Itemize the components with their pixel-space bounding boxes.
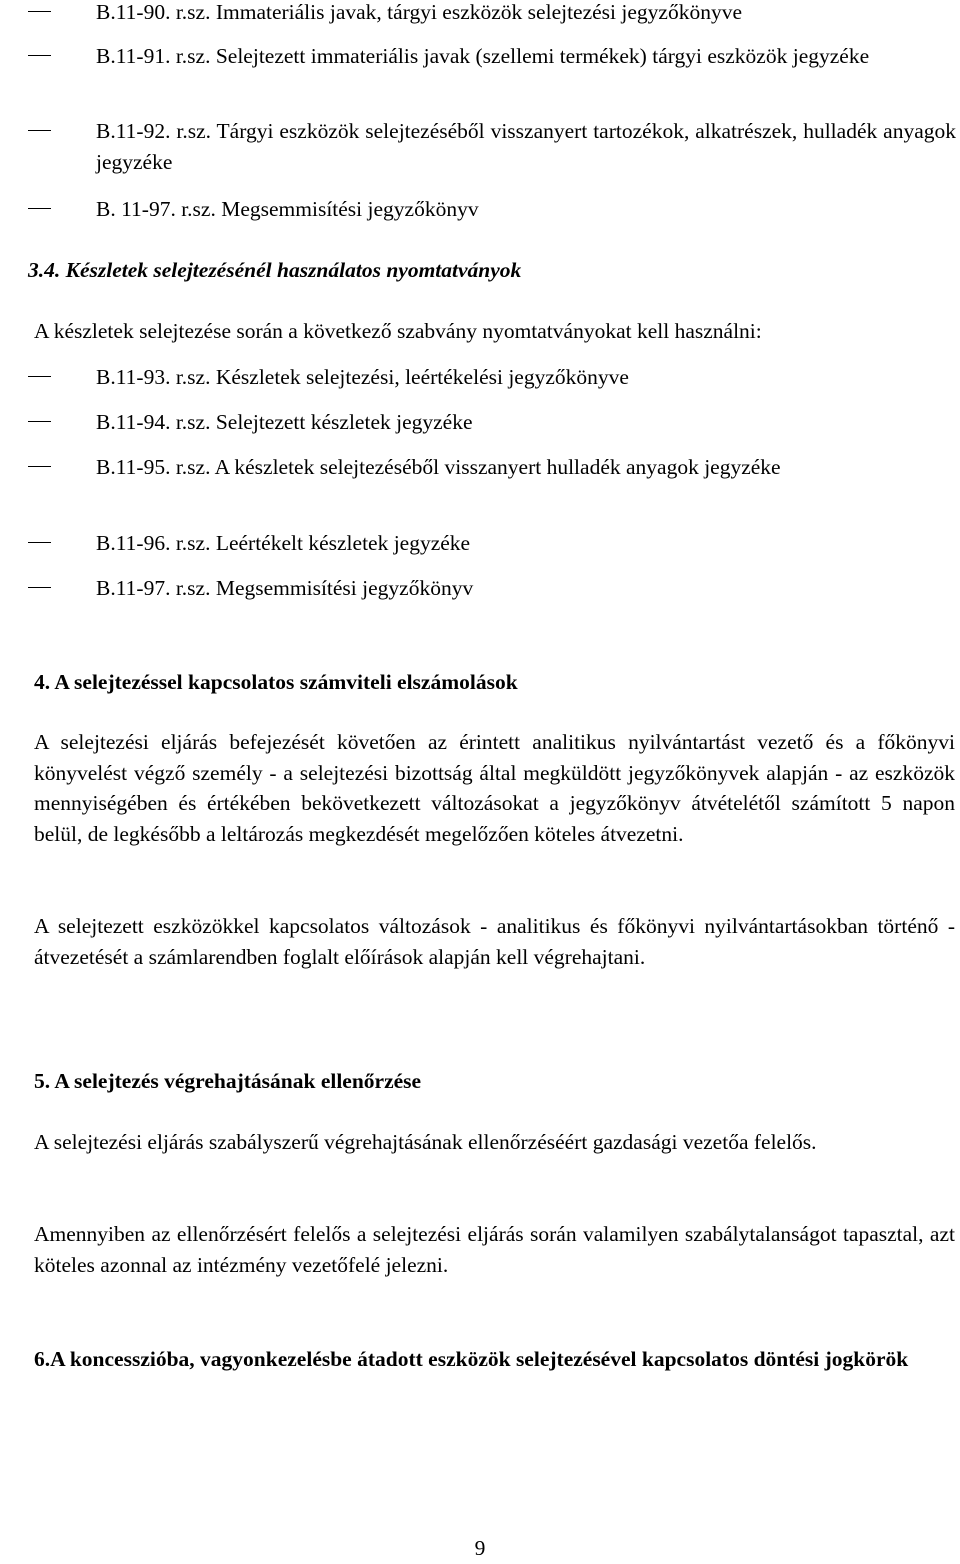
list-item-b11-96 [96,528,956,559]
list-item-text: B.11-96. r.sz. Leértékelt készletek jegyzéke [96,531,471,555]
list-item-b11-95 [96,452,956,483]
section-3-4-heading: 3.4. Készletek selejtezésénél használatos nyomtatványok [28,258,522,282]
list-item-b11-92 [96,116,956,177]
list-item-text: B. 11-97. r.sz. Megsemmisítési jegyzőkönyv [96,197,479,221]
section-5-heading: 5. A selejtezés végrehajtásának ellenőrzése [34,1069,422,1093]
list-item-b11-91 [96,41,956,72]
list-item-text: B.11-91. r.sz. Selejtezett immateriális javak (szellemi termékek) tárgyi eszközök jegyzéke [96,44,870,68]
section-3-4-intro: A készletek selejtezése során a következő szabvány nyomtatványokat kell használni: [34,319,762,343]
list-item-b11-93 [96,362,956,393]
list-item-b11-94 [96,407,956,438]
dash-bullet-icon [28,208,51,209]
section-5-paragraph-1: A selejtezési eljárás szabályszerű végrehajtásának ellenőrzéséért gazdasági vezetőa felelős. [34,1130,817,1154]
dash-bullet-icon [28,466,51,467]
page-number: 9 [474,1536,486,1560]
list-item-text: B.11-95. r.sz. A készletek selejtezéséből visszanyert hulladék anyagok jegyzéke [96,455,781,479]
section-5-paragraph-2: Amennyiben az ellenőrzésért felelős a selejtezési eljárás során valamilyen szabálytalanságot tapasztal, azt köteles azonnal az intézmény vezetőfelé jelezni. [34,1222,955,1277]
dash-bullet-icon [28,421,51,422]
section-4-paragraph-2: A selejtezett eszközökkel kapcsolatos változások - analitikus és főkönyvi nyilvántartásokban történő - átvezetését a számlarendben foglalt előírások alapján kell végrehajtani. [34,914,955,969]
section-6-heading: 6.A koncesszióba, vagyonkezelésbe átadott eszközök selejtezésével kapcsolatos döntési jogkörök [34,1347,909,1371]
dash-bullet-icon [28,55,51,56]
section-4-heading: 4. A selejtezéssel kapcsolatos számviteli elszámolások [34,670,518,694]
dash-bullet-icon [28,11,51,12]
list-item-text: B.11-92. r.sz. Tárgyi eszközök selejtezéséből visszanyert tartozékok, alkatrészek, hulladék anyagok jegyzéke [96,119,956,174]
list-item-text: B.11-94. r.sz. Selejtezett készletek jegyzéke [96,410,473,434]
dash-bullet-icon [28,542,51,543]
list-item-b11-97 [96,573,956,604]
dash-bullet-icon [28,376,51,377]
list-item-b11-90 [96,0,956,28]
list-item-text: B.11-90. r.sz. Immateriális javak, tárgyi eszközök selejtezési jegyzőkönyve [96,0,742,24]
dash-bullet-icon [28,587,51,588]
section-4-paragraph-1: A selejtezési eljárás befejezését követően az érintett analitikus nyilvántartást vezető és a főkönyvi könyvelést végző személy - a selejtezési bizottság által megküldött jegyzőkönyvek alapján - az eszközök mennyiségében és értékében bekövetkezett változásokat a jegyzőkönyv átvételétől számított 5 napon belül, de legkésőbb a leltározás megkezdését megelőzően köteles átvezetni. [34,730,955,846]
list-item-text: B.11-93. r.sz. Készletek selejtezési, leértékelési jegyzőkönyve [96,365,629,389]
list-item-b11-97 [96,194,956,225]
list-item-text: B.11-97. r.sz. Megsemmisítési jegyzőkönyv [96,576,474,600]
dash-bullet-icon [28,130,51,131]
